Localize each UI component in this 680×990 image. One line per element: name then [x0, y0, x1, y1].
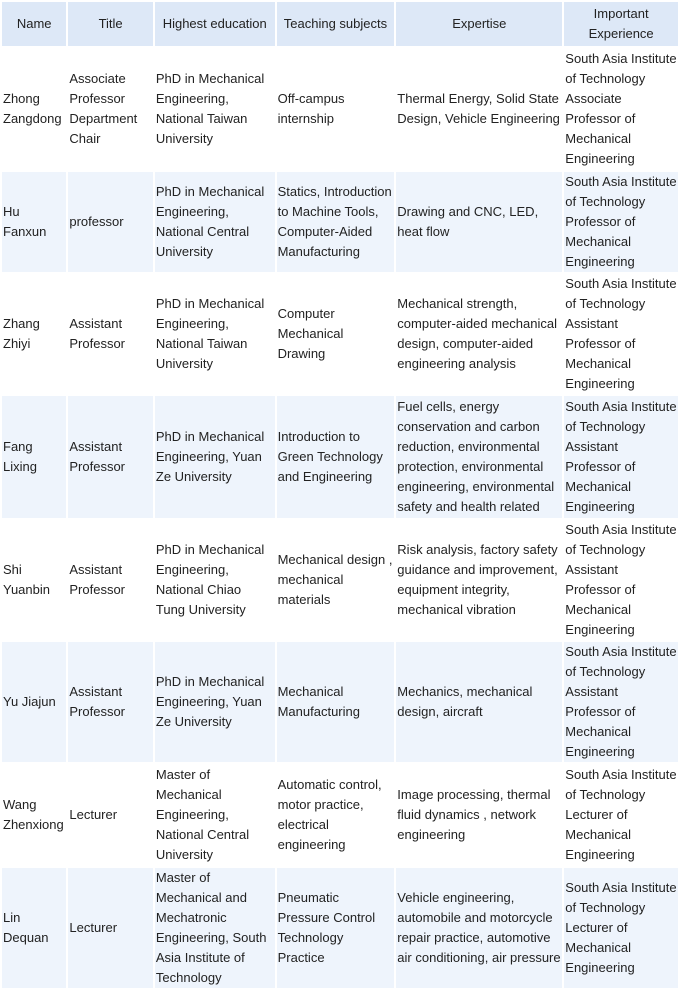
- header-row: [2, 2, 678, 46]
- cell-experience: South Asia Institute of Technology Professor of Mechanical Engineering: [564, 172, 678, 272]
- cell-subjects: Automatic control, motor practice, electrical engineering: [277, 764, 395, 866]
- table-row: [2, 396, 678, 518]
- cell-experience: South Asia Institute of Technology Assistant Professor of Mechanical Engineering: [564, 642, 678, 762]
- table-row: [2, 172, 678, 272]
- table-row: [2, 274, 678, 394]
- cell-experience: South Asia Institute of Technology Associate Professor of Mechanical Engineering: [564, 48, 678, 170]
- header-important-experience: Important Experience: [564, 2, 678, 46]
- cell-education: PhD in Mechanical Engineering, National Chiao Tung University: [155, 520, 275, 640]
- cell-subjects: Statics, Introduction to Machine Tools, Computer-Aided Manufacturing: [277, 172, 395, 272]
- cell-education: PhD in Mechanical Engineering, National Central University: [155, 172, 275, 272]
- header-teaching-subjects: Teaching subjects: [277, 2, 395, 46]
- cell-education: PhD in Mechanical Engineering, National Taiwan University: [155, 274, 275, 394]
- cell-name: Lin Dequan: [2, 868, 66, 988]
- cell-subjects: Off-campus internship: [277, 48, 395, 170]
- header-highest-education: Highest education: [155, 2, 275, 46]
- cell-name: Zhang Zhiyi: [2, 274, 66, 394]
- table-row: [2, 764, 678, 866]
- cell-expertise: Thermal Energy, Solid State Design, Vehicle Engineering: [396, 48, 562, 170]
- cell-experience: South Asia Institute of Technology Assistant Professor of Mechanical Engineering: [564, 274, 678, 394]
- cell-title: Lecturer: [68, 764, 153, 866]
- cell-name: Yu Jiajun: [2, 642, 66, 762]
- cell-title: professor: [68, 172, 153, 272]
- cell-title: Assistant Professor: [68, 274, 153, 394]
- cell-expertise: Drawing and CNC, LED, heat flow: [396, 172, 562, 272]
- cell-name: Fang Lixing: [2, 396, 66, 518]
- cell-education: Master of Mechanical and Mechatronic Engineering, South Asia Institute of Technology: [155, 868, 275, 988]
- cell-experience: South Asia Institute of Technology Assistant Professor of Mechanical Engineering: [564, 396, 678, 518]
- cell-expertise: Risk analysis, factory safety guidance and improvement, equipment integrity, mechanical vibration: [396, 520, 562, 640]
- table-header: [2, 2, 678, 46]
- cell-name: Wang Zhenxiong: [2, 764, 66, 866]
- cell-subjects: Mechanical design , mechanical materials: [277, 520, 395, 640]
- cell-expertise: Mechanical strength, computer-aided mechanical design, computer-aided engineering analysis: [396, 274, 562, 394]
- cell-experience: South Asia Institute of Technology Lecturer of Mechanical Engineering: [564, 868, 678, 988]
- cell-name: Zhong Zangdong: [2, 48, 66, 170]
- cell-expertise: Vehicle engineering, automobile and motorcycle repair practice, automotive air conditioning, air pressure: [396, 868, 562, 988]
- cell-education: PhD in Mechanical Engineering, National Taiwan University: [155, 48, 275, 170]
- cell-education: Master of Mechanical Engineering, National Central University: [155, 764, 275, 866]
- cell-experience: South Asia Institute of Technology Assistant Professor of Mechanical Engineering: [564, 520, 678, 640]
- cell-title: Assistant Professor: [68, 396, 153, 518]
- cell-education: PhD in Mechanical Engineering, Yuan Ze University: [155, 642, 275, 762]
- cell-subjects: Pneumatic Pressure Control Technology Practice: [277, 868, 395, 988]
- cell-title: Assistant Professor: [68, 642, 153, 762]
- cell-expertise: Mechanics, mechanical design, aircraft: [396, 642, 562, 762]
- cell-subjects: Computer Mechanical Drawing: [277, 274, 395, 394]
- cell-education: PhD in Mechanical Engineering, Yuan Ze University: [155, 396, 275, 518]
- cell-name: Shi Yuanbin: [2, 520, 66, 640]
- cell-expertise: Image processing, thermal fluid dynamics , network engineering: [396, 764, 562, 866]
- cell-experience: South Asia Institute of Technology Lecturer of Mechanical Engineering: [564, 764, 678, 866]
- cell-title: Lecturer: [68, 868, 153, 988]
- cell-name: Hu Fanxun: [2, 172, 66, 272]
- cell-title: Associate Professor Department Chair: [68, 48, 153, 170]
- table-body: [2, 48, 678, 988]
- table-row: [2, 48, 678, 170]
- cell-expertise: Fuel cells, energy conservation and carbon reduction, environmental protection, environmental engineering, environmental safety and health related: [396, 396, 562, 518]
- header-title: Title: [68, 2, 153, 46]
- cell-subjects: Mechanical Manufacturing: [277, 642, 395, 762]
- table-row: [2, 520, 678, 640]
- cell-subjects: Introduction to Green Technology and Engineering: [277, 396, 395, 518]
- header-name: Name: [2, 2, 66, 46]
- cell-title: Assistant Professor: [68, 520, 153, 640]
- table-row: [2, 868, 678, 988]
- header-expertise: Expertise: [396, 2, 562, 46]
- table-row: [2, 642, 678, 762]
